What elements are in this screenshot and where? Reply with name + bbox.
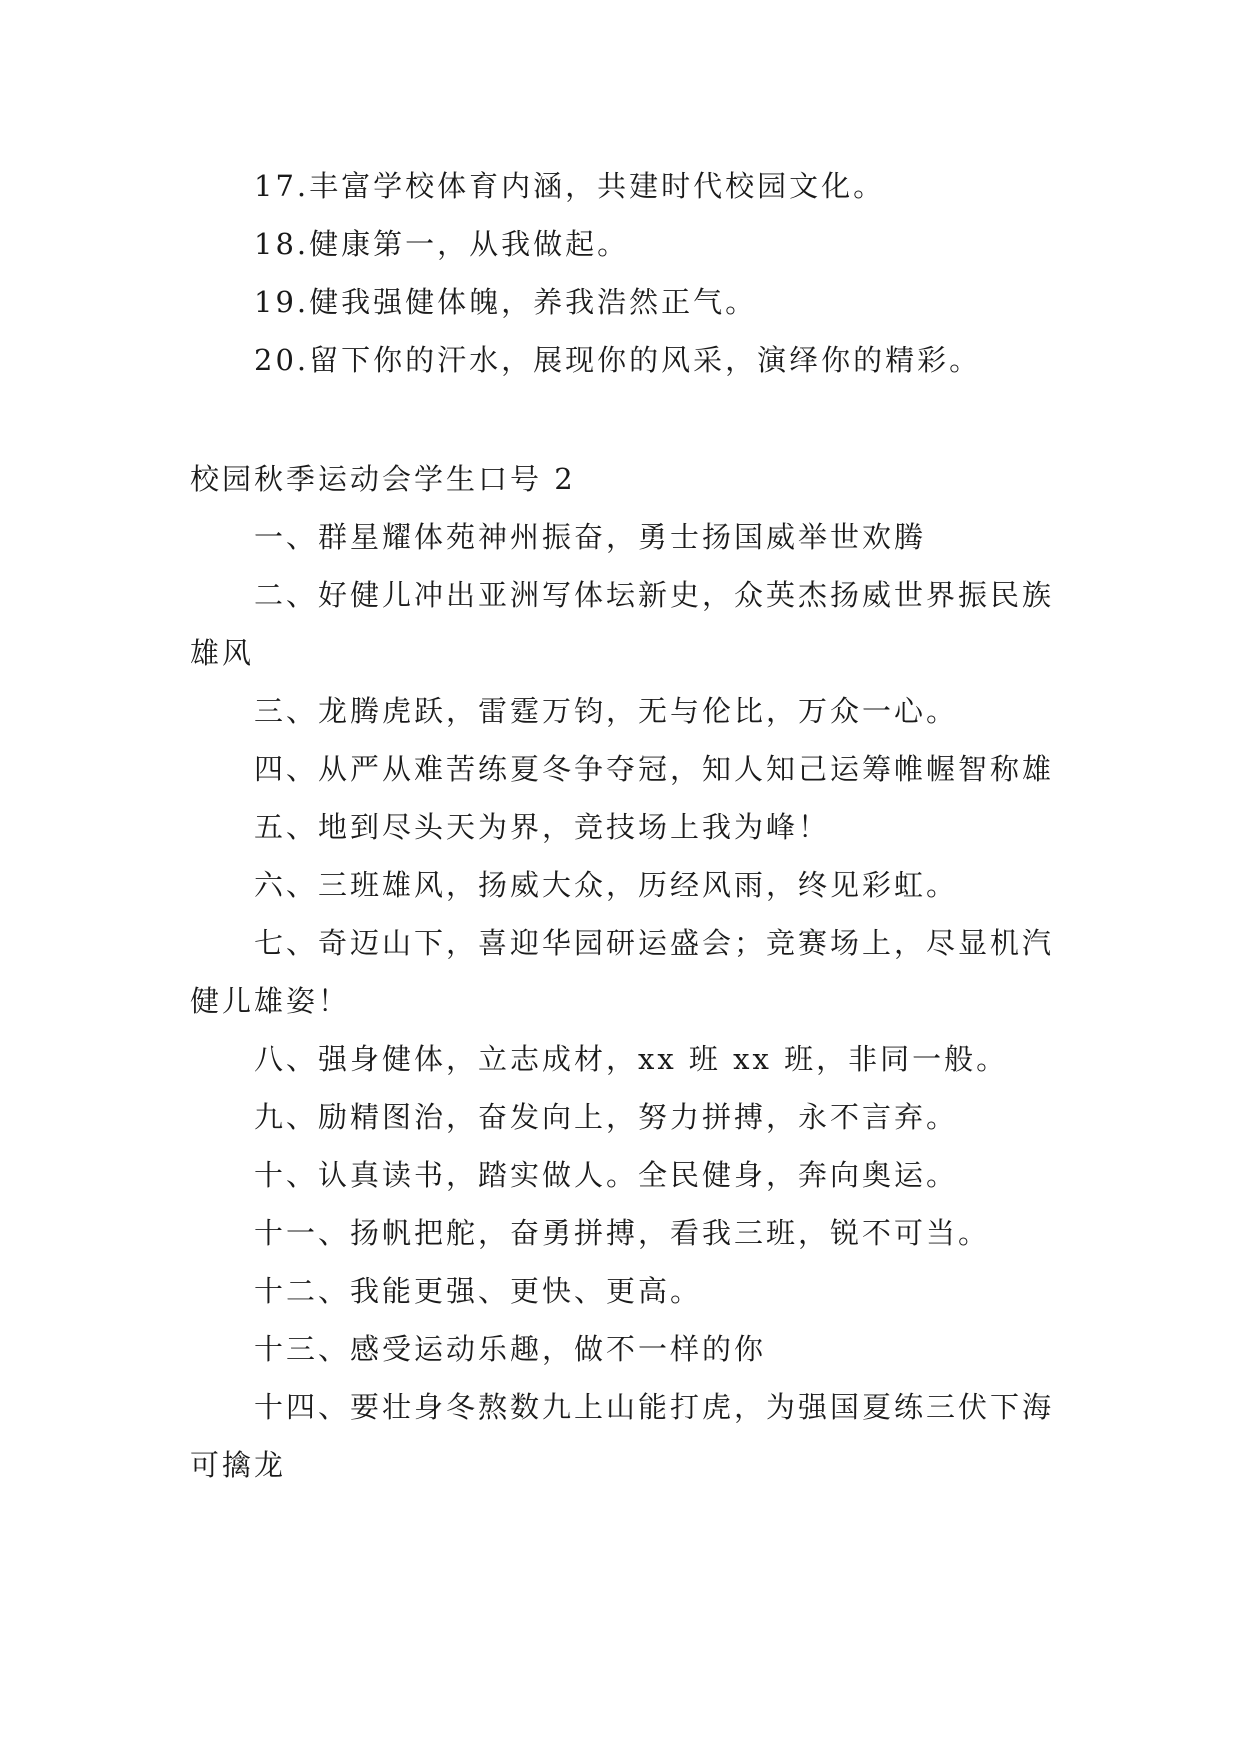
slogan-item: 六、三班雄风，扬威大众，历经风雨，终见彩虹。	[254, 868, 959, 902]
section-heading: 校园秋季运动会学生口号 2	[190, 462, 576, 496]
list-item: 18.健康第一，从我做起。	[254, 227, 630, 261]
slogan-item: 七、奇迈山下，喜迎华园研运盛会；竞赛场上，尽显机汽健儿雄姿！	[190, 926, 1055, 1018]
list-item: 17.丰富学校体育内涵，共建时代校园文化。	[254, 169, 886, 203]
slogan-item: 十一、扬帆把舵，奋勇拼搏，看我三班，锐不可当。	[254, 1216, 991, 1250]
slogan-item: 一、群星耀体苑神州振奋，勇士扬国威举世欢腾	[254, 520, 927, 554]
slogan-item: 十三、感受运动乐趣，做不一样的你	[254, 1332, 767, 1366]
slogan-section	[190, 450, 1060, 1494]
slogan-item: 八、强身健体，立志成材，xx 班 xx 班，非同一般。	[254, 1042, 1009, 1076]
slogan-item: 二、好健儿冲出亚洲写体坛新史，众英杰扬威世界振民族雄风	[190, 578, 1055, 670]
slogan-item: 五、地到尽头天为界，竞技场上我为峰！	[254, 810, 831, 844]
list-item: 19.健我强健体魄，养我浩然正气。	[254, 285, 758, 319]
slogan-item: 四、从严从难苦练夏冬争夺冠，知人知己运筹帷幄智称雄	[254, 752, 1055, 786]
continued-list	[190, 157, 1060, 389]
list-item: 20.留下你的汗水，展现你的风采，演绎你的精彩。	[254, 343, 982, 377]
slogan-item: 十二、我能更强、更快、更高。	[254, 1274, 703, 1308]
slogan-item: 九、励精图治，奋发向上，努力拼搏，永不言弃。	[254, 1100, 959, 1134]
slogan-item: 十四、要壮身冬熬数九上山能打虎，为强国夏练三伏下海可擒龙	[190, 1390, 1055, 1482]
slogan-item: 三、龙腾虎跃，雷霆万钧，无与伦比，万众一心。	[254, 694, 959, 728]
slogan-item: 十、认真读书，踏实做人。全民健身，奔向奥运。	[254, 1158, 959, 1192]
